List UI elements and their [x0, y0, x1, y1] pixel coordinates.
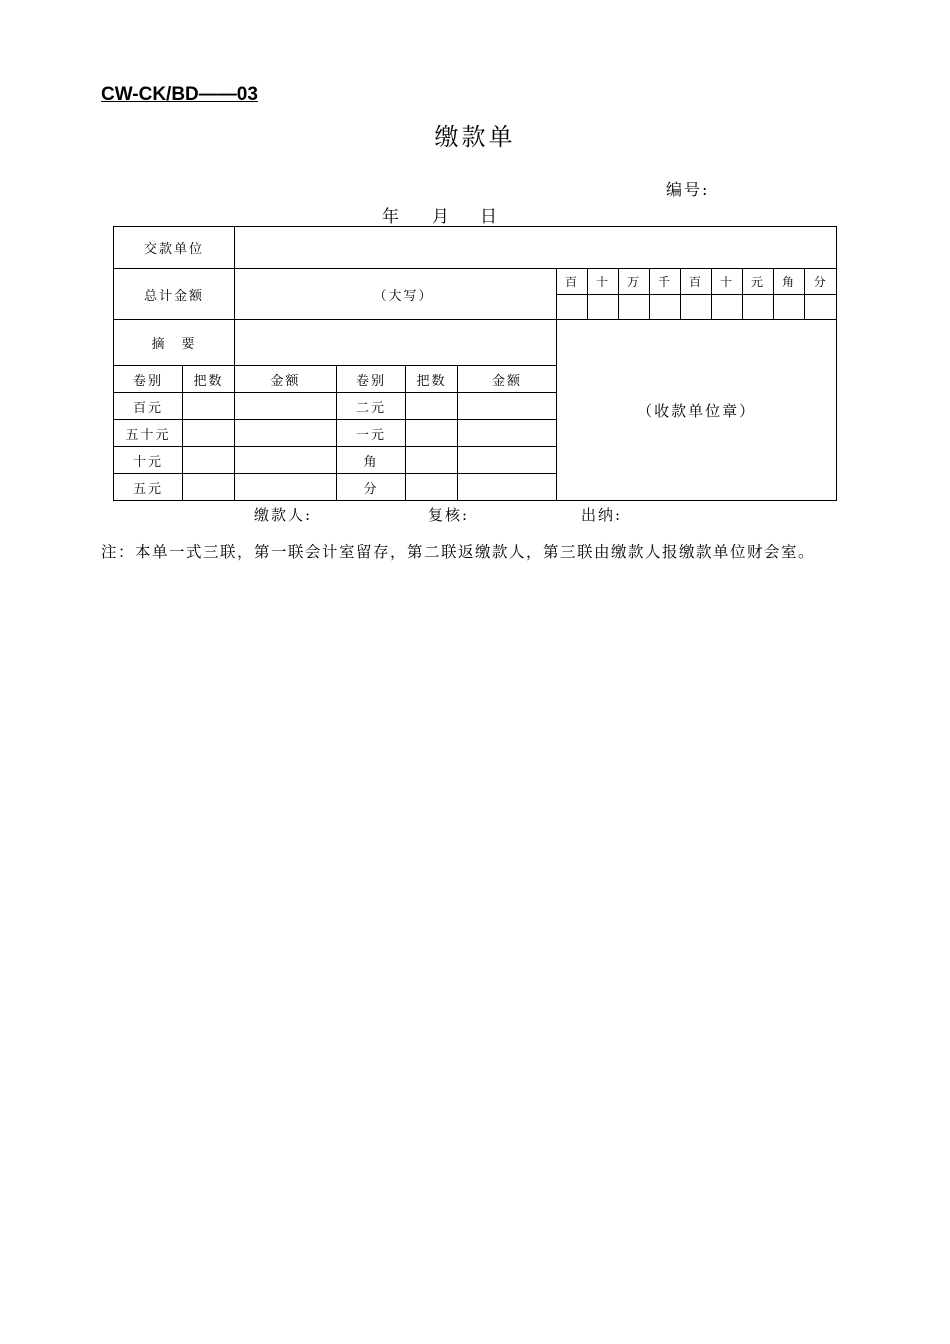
- digit-header: 千: [650, 269, 681, 295]
- amount-cell[interactable]: [235, 420, 337, 447]
- denom-label: 十元: [114, 447, 183, 474]
- receiver-stamp-area: （收款单位章）: [557, 320, 837, 501]
- summary-label: 摘 要: [114, 320, 235, 366]
- digit-input-cell[interactable]: [619, 295, 650, 320]
- amount-cell[interactable]: [458, 474, 557, 501]
- digit-input-cell[interactable]: [650, 295, 681, 320]
- denom-label: 五元: [114, 474, 183, 501]
- denom-label: 分: [337, 474, 406, 501]
- total-uppercase-field[interactable]: （大写）: [235, 269, 557, 320]
- digit-header: 角: [774, 269, 805, 295]
- digit-input-cell[interactable]: [681, 295, 712, 320]
- summary-field[interactable]: [235, 320, 557, 366]
- amount-cell[interactable]: [235, 474, 337, 501]
- digit-header: 元: [743, 269, 774, 295]
- digit-input-cell[interactable]: [712, 295, 743, 320]
- serial-number-label: 编号:: [666, 180, 710, 199]
- bundle-count-cell[interactable]: [406, 420, 458, 447]
- denom-label: 一元: [337, 420, 406, 447]
- summary-row: [114, 320, 837, 366]
- denom-label: 二元: [337, 393, 406, 420]
- payer-unit-label: 交款单位: [114, 227, 235, 269]
- digit-input-cell[interactable]: [774, 295, 805, 320]
- digit-header: 十: [712, 269, 743, 295]
- amount-cell[interactable]: [458, 393, 557, 420]
- date-day-label: 日: [480, 207, 497, 227]
- payer-unit-row: [114, 227, 837, 269]
- denom-header: 金额: [235, 366, 337, 393]
- total-amount-label: 总计金额: [114, 269, 235, 320]
- payer-unit-field[interactable]: [235, 227, 837, 269]
- amount-cell[interactable]: [235, 393, 337, 420]
- bundle-count-cell[interactable]: [183, 393, 235, 420]
- bundle-count-cell[interactable]: [406, 474, 458, 501]
- form-note: 注：本单一式三联，第一联会计室留存，第二联返缴款人，第三联由缴款人报缴款单位财会室。: [101, 543, 816, 561]
- digit-header: 百: [557, 269, 588, 295]
- denom-label: 百元: [114, 393, 183, 420]
- digit-header: 分: [805, 269, 837, 295]
- digit-header: 百: [681, 269, 712, 295]
- denom-header: 卷别: [114, 366, 183, 393]
- date-line: [382, 202, 497, 227]
- payer-signature-label: 缴款人:: [254, 506, 313, 524]
- form-title: 缴款单: [434, 123, 516, 151]
- digit-header: 十: [588, 269, 619, 295]
- amount-cell[interactable]: [235, 447, 337, 474]
- payment-form-table: [113, 226, 837, 501]
- date-month-label: 月: [432, 207, 449, 227]
- cashier-signature-label: 出纳:: [581, 506, 623, 524]
- denom-header: 把数: [183, 366, 235, 393]
- denom-label: 角: [337, 447, 406, 474]
- reviewer-signature-label: 复核:: [428, 506, 470, 524]
- bundle-count-cell[interactable]: [406, 393, 458, 420]
- digit-input-cell[interactable]: [557, 295, 588, 320]
- digit-input-cell[interactable]: [588, 295, 619, 320]
- digit-input-cell[interactable]: [743, 295, 774, 320]
- digit-header: 万: [619, 269, 650, 295]
- amount-cell[interactable]: [458, 420, 557, 447]
- bundle-count-cell[interactable]: [183, 447, 235, 474]
- bundle-count-cell[interactable]: [183, 474, 235, 501]
- document-code: CW-CK/BD——03: [101, 84, 258, 105]
- amount-cell[interactable]: [458, 447, 557, 474]
- total-amount-row: [114, 269, 837, 295]
- denom-header: 把数: [406, 366, 458, 393]
- date-year-label: 年: [382, 207, 399, 227]
- bundle-count-cell[interactable]: [183, 420, 235, 447]
- digit-input-cell[interactable]: [805, 295, 837, 320]
- bundle-count-cell[interactable]: [406, 447, 458, 474]
- denom-label: 五十元: [114, 420, 183, 447]
- denom-header: 卷别: [337, 366, 406, 393]
- denom-header: 金额: [458, 366, 557, 393]
